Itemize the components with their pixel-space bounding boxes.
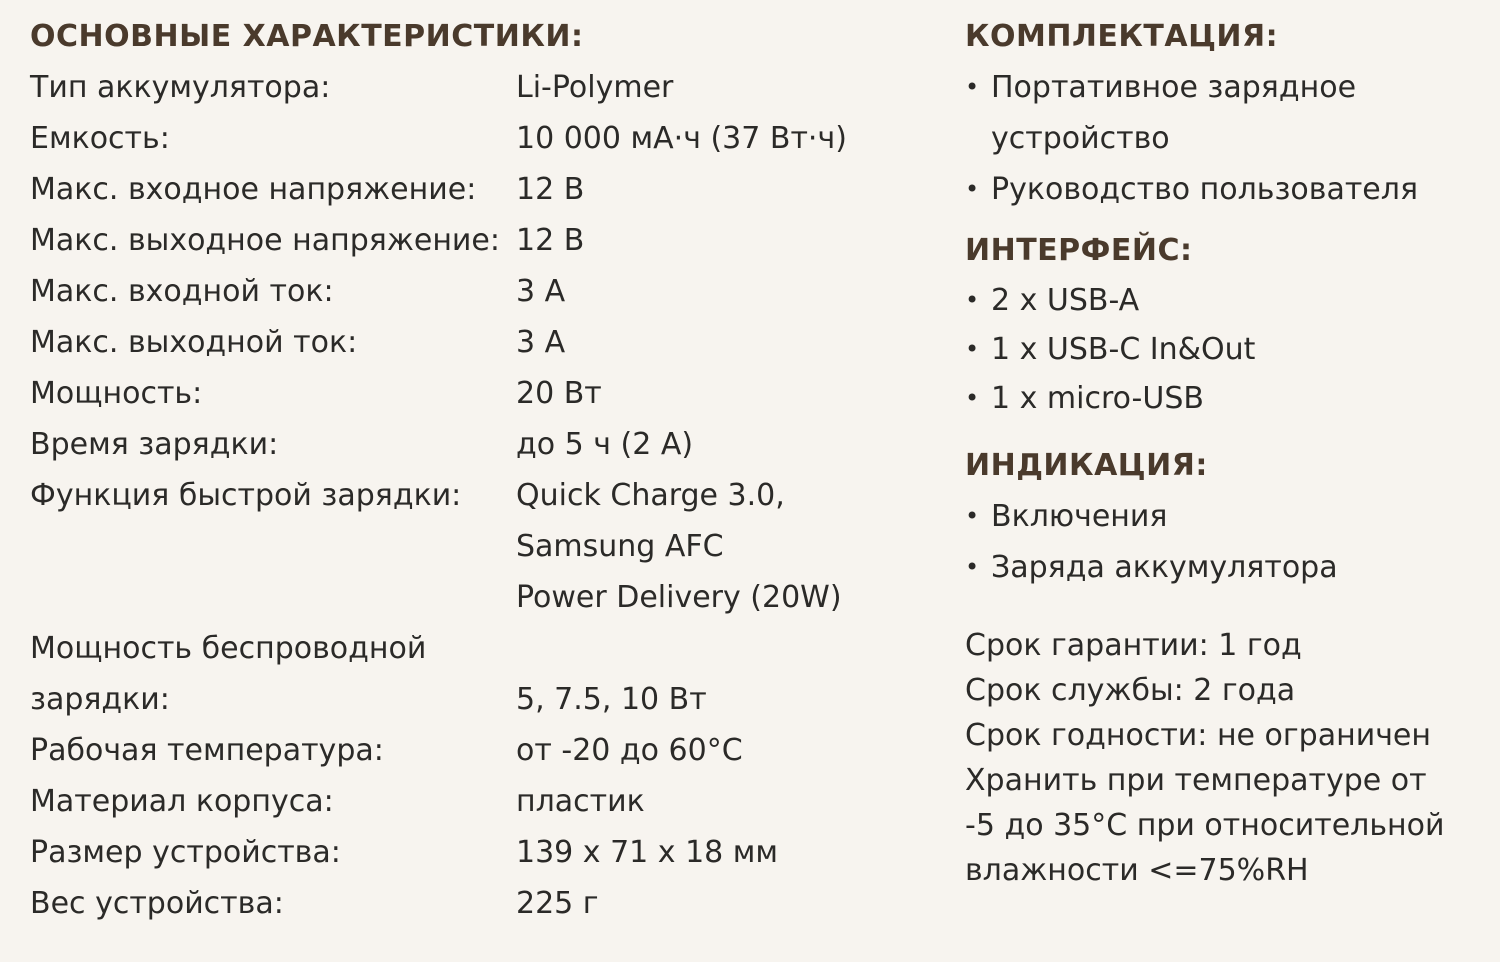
right-column [965, 12, 1485, 893]
spec-label [30, 62, 516, 113]
interface-heading: ИНТЕРФЕЙС: [965, 233, 1193, 268]
spec-row [30, 776, 930, 827]
spec-row [30, 62, 930, 113]
bullet-icon: • [965, 335, 980, 363]
list-item-text [991, 62, 1356, 164]
list-item-line: Руководство пользователя [991, 172, 1418, 207]
spec-label [30, 368, 516, 419]
spec-value-line: 3 А [516, 325, 566, 360]
spec-value [516, 419, 930, 470]
list-item-text [991, 542, 1338, 593]
main-specs-section [30, 12, 930, 929]
spec-label [30, 266, 516, 317]
list-item-line: устройство [991, 121, 1170, 156]
list-item-text [991, 164, 1418, 215]
spec-label-line: Макс. входное напряжение: [30, 172, 477, 207]
spec-value [516, 470, 930, 623]
indication-section [965, 441, 1485, 593]
spec-label [30, 623, 516, 725]
note-line: влажности <=75%RH [965, 853, 1309, 888]
spec-value [516, 62, 930, 113]
spec-value-line: пластик [516, 784, 645, 819]
spec-row [30, 317, 930, 368]
list-item-line: Заряда аккумулятора [991, 550, 1338, 585]
spec-label-line: Макс. выходной ток: [30, 325, 358, 360]
spec-row [30, 419, 930, 470]
spec-value-line: 139 х 71 х 18 мм [516, 835, 779, 870]
list-item [965, 62, 1485, 164]
spec-value-line: до 5 ч (2 А) [516, 427, 694, 462]
interface-section [965, 226, 1485, 423]
spec-label-line: Мощность: [30, 376, 203, 411]
list-item-line: Портативное зарядное [991, 70, 1357, 105]
bullet-icon: • [965, 502, 980, 530]
spec-label-line: Мощность беспроводной [30, 631, 427, 666]
spec-label-line: Макс. входной ток: [30, 274, 334, 309]
note-line: Хранить при температуре от [965, 763, 1427, 798]
indication-list [965, 491, 1485, 593]
spec-row [30, 725, 930, 776]
main-specs-heading: ОСНОВНЫЕ ХАРАКТЕРИСТИКИ: [30, 19, 584, 54]
spec-value [516, 368, 930, 419]
spec-value-line: Power Delivery (20W) [516, 580, 842, 615]
spec-label-line: Рабочая температура: [30, 733, 384, 768]
spec-value-line: 12 В [516, 223, 585, 258]
spec-row [30, 470, 930, 623]
bullet-icon: • [965, 73, 980, 101]
bullet-icon: • [965, 553, 980, 581]
spec-row [30, 113, 930, 164]
package-list [965, 62, 1485, 215]
spec-label-line: Тип аккумулятора: [30, 70, 331, 105]
spec-row [30, 164, 930, 215]
note-line: Срок гарантии: 1 год [965, 628, 1302, 663]
spec-label [30, 725, 516, 776]
package-section [965, 12, 1485, 215]
spec-row [30, 878, 930, 929]
list-item-text [991, 374, 1204, 423]
spec-value [516, 827, 930, 878]
spec-value [516, 776, 930, 827]
spec-label [30, 419, 516, 470]
list-item-line: 1 x micro-USB [991, 381, 1204, 416]
spec-value-line: Quick Charge 3.0, [516, 478, 785, 513]
spec-value-line: 12 В [516, 172, 585, 207]
spec-value-line: 5, 7.5, 10 Вт [516, 682, 707, 717]
list-item [965, 542, 1485, 593]
note-line: Срок службы: 2 года [965, 673, 1296, 708]
spec-value [516, 215, 930, 266]
spec-value-line: 225 г [516, 886, 599, 921]
spec-label-line: Материал корпуса: [30, 784, 334, 819]
package-heading: КОМПЛЕКТАЦИЯ: [965, 19, 1279, 54]
spec-value-line: от -20 до 60°С [516, 733, 743, 768]
spec-row [30, 368, 930, 419]
spec-row [30, 215, 930, 266]
spec-value [516, 878, 930, 929]
spec-value [516, 623, 930, 725]
spec-label [30, 470, 516, 623]
spec-label-line: Вес устройства: [30, 886, 284, 921]
note-line: Срок годности: не ограничен [965, 718, 1431, 753]
interface-list [965, 276, 1485, 423]
spec-row [30, 827, 930, 878]
spec-label [30, 113, 516, 164]
list-item [965, 374, 1485, 423]
spec-label [30, 215, 516, 266]
spec-label [30, 164, 516, 215]
list-item-text [991, 491, 1167, 542]
bullet-icon: • [965, 175, 980, 203]
list-item-line: 2 x USB-A [991, 283, 1140, 318]
spec-value-line: 10 000 мА·ч (37 Вт·ч) [516, 121, 847, 156]
list-item [965, 325, 1485, 374]
spec-value [516, 725, 930, 776]
spec-value-line: Samsung AFC [516, 529, 724, 564]
list-item-text [991, 325, 1255, 374]
spec-label [30, 827, 516, 878]
spec-row [30, 623, 930, 725]
spec-value [516, 266, 930, 317]
list-item-line: 1 x USB-C In&Out [991, 332, 1256, 367]
list-item [965, 164, 1485, 215]
warranty-notes [965, 623, 1485, 893]
list-item-line: Включения [991, 499, 1168, 534]
spec-table [30, 62, 930, 929]
spec-label-line: Емкость: [30, 121, 170, 156]
spec-label [30, 878, 516, 929]
indication-heading: ИНДИКАЦИЯ: [965, 448, 1208, 483]
note-line: -5 до 35°С при относительной [965, 808, 1445, 843]
spec-value-line: 3 А [516, 274, 566, 309]
list-item [965, 276, 1485, 325]
spec-value-line [516, 623, 930, 674]
list-item [965, 491, 1485, 542]
spec-value-line: Li-Polymer [516, 70, 674, 105]
spec-row [30, 266, 930, 317]
list-item-text [991, 276, 1139, 325]
spec-label-line: зарядки: [30, 682, 170, 717]
spec-label-line: Размер устройства: [30, 835, 341, 870]
spec-value-line: 20 Вт [516, 376, 602, 411]
spec-label-line: Функция быстрой зарядки: [30, 478, 462, 513]
spec-label [30, 776, 516, 827]
spec-label-line: Время зарядки: [30, 427, 279, 462]
bullet-icon: • [965, 384, 980, 412]
bullet-icon: • [965, 286, 980, 314]
spec-value [516, 317, 930, 368]
spec-value [516, 113, 930, 164]
spec-value [516, 164, 930, 215]
spec-label-line: Макс. выходное напряжение: [30, 223, 500, 258]
spec-label [30, 317, 516, 368]
